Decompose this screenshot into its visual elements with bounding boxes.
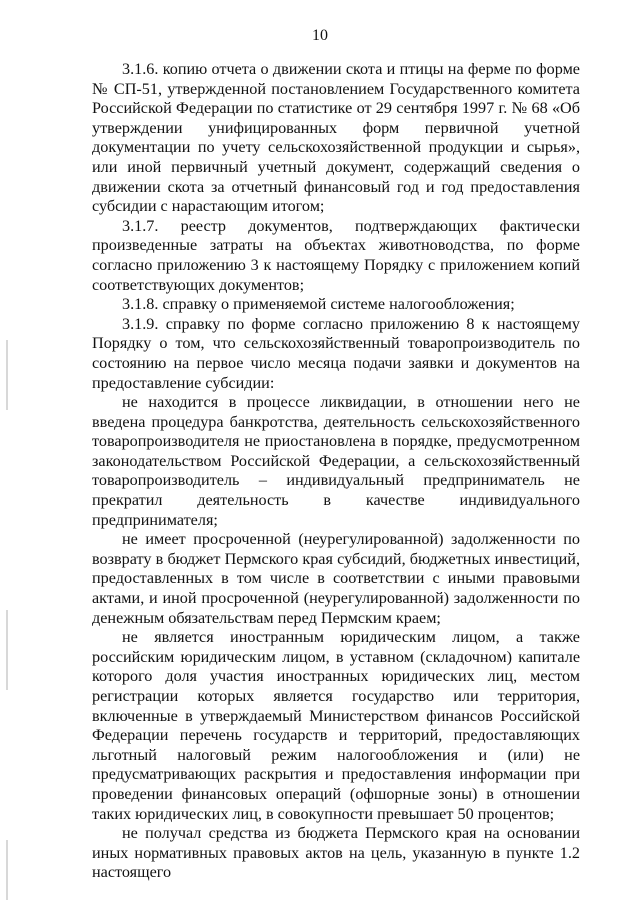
paragraph-3-1-6: 3.1.6. копию отчета о движении скота и птицы на ферме по форме № СП-51, утвержденной постановлением Государственного комитета Российской Федерации по статистике от 29 сентября 1997 г. № 68 «Об утверждении унифицированных форм первичной учетной документации по учету сельскохозяйственной продукции и сырья», или иной первичный учетный документ, содержащий сведения о движении скота за отчетный финансовый год и год предоставления субсидии с нарастающим итогом; — [92, 60, 580, 216]
paragraph-3-1-7: 3.1.7. реестр документов, подтверждающих фактически произведенные затраты на объектах животноводства, по форме согласно приложению 3 к настоящему Порядку с приложением копий соответствующих документов; — [92, 216, 580, 294]
paragraph-no-other-funds: не получал средства из бюджета Пермского края на основании иных нормативных правовых актов на цель, указанную в пункте 1.2 настоящего — [92, 824, 580, 882]
paragraph-3-1-8: 3.1.8. справку о применяемой системе налогообложения; — [122, 295, 515, 314]
scan-edge-mark — [6, 340, 8, 410]
paragraph-no-overdue-debt: не имеет просроченной (неурегулированной) задолженности по возврату в бюджет Пермского края субсидий, бюджетных инвестиций, предоставленных в том числе в соответствии с иными правовыми актами, и иной просроченной (неурегулированной) задолженности по денежным обязательствам перед Пермским краем; — [92, 530, 580, 627]
paragraph-not-in-liquidation: не находится в процессе ликвидации, в отношении него не введена процедура банкротства, деятельность сельскохозяйственного товаропроизводителя не приостановлена в порядке, предусмотренном законодательством Российской Федерации, а сельскохозяйственный товаропроизводитель – индивидуальный предприниматель не прекратил деятельность в качестве индивидуального предпринимателя; — [92, 393, 580, 529]
scan-edge-mark — [6, 610, 8, 690]
page-number: 10 — [312, 27, 328, 44]
body-text — [92, 60, 580, 883]
paragraph-3-1-9: 3.1.9. справку по форме согласно приложению 8 к настоящему Порядку о том, что сельскохозяйственный товаропроизводитель по состоянию на первое число месяца подачи заявки и документов на предоставление субсидии: — [92, 314, 580, 392]
scan-edge-mark — [6, 840, 8, 900]
paragraph-not-foreign-entity: не является иностранным юридическим лицом, а также российским юридическим лицом, в уставном (складочном) капитале которого доля участия иностранных юридических лиц, местом регистрации которых является государство или территория, включенные в утверждаемый Министерством финансов Российской Федерации перечень государств и территорий, предоставляющих льготный налоговый режим налогообложения и (или) не предусматривающих раскрытия и предоставления информации при проведении финансовых операций (офшорные зоны) в отношении таких юридических лиц, в совокупности превышает 50 процентов; — [92, 628, 580, 823]
